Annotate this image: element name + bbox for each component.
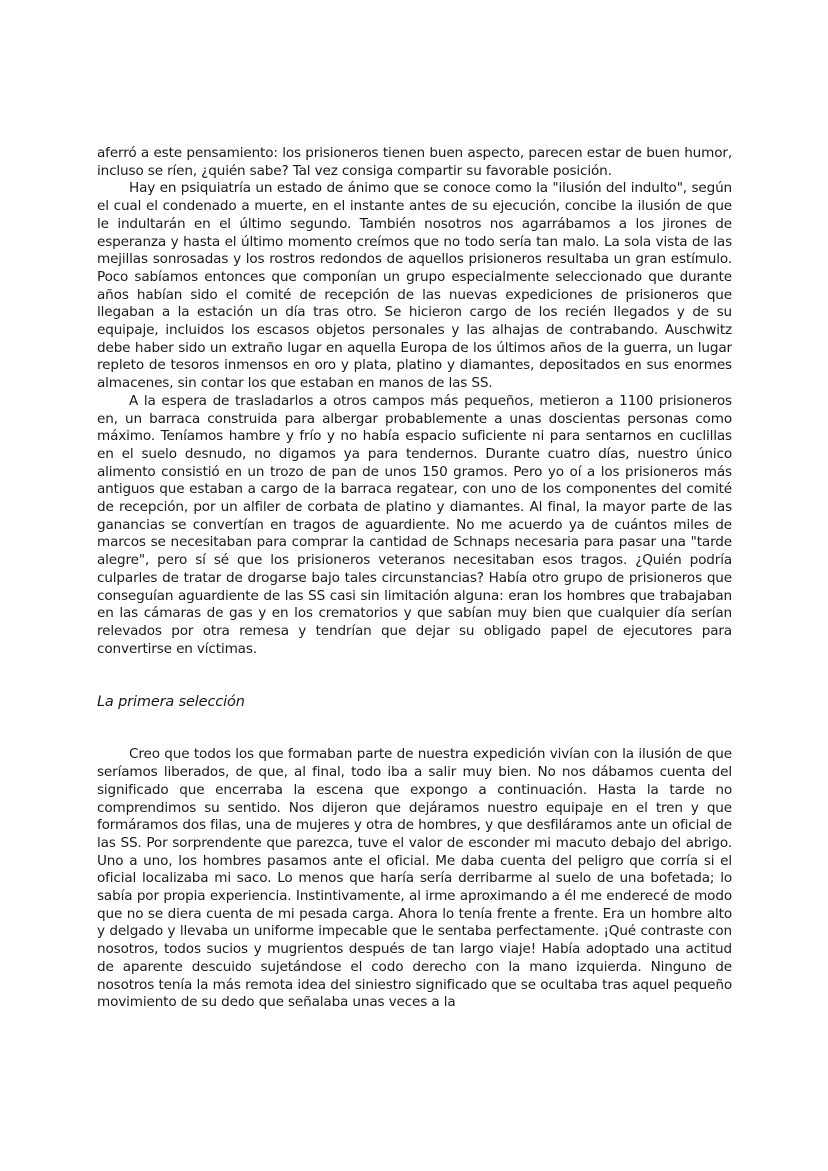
document-page (97, 145, 732, 1012)
section-heading: La primera selección (97, 694, 245, 711)
paragraph-barraca: A la espera de trasladarlos a otros campos más pequeños, metieron a 1100 prisioneros en, un barraca construida para albergar probablemente a unas doscientas personas como máximo. Teníamos hambre y frío y no había espacio suficiente ni para sentarnos en cuclillas en el suelo desnudo, no digamos ya para tendernos. Durante cuatro días, nuestro único alimento consistió en un trozo de pan de unos 150 gramos. Pero yo oí a los prisioneros más antiguos que estaban a cargo de la barraca regatear, con uno de los componentes del comité de recepción, por un alfiler de corbata de platino y diamantes. Al final, la mayor parte de las ganancias se convertían en tragos de aguardiente. No me acuerdo ya de cuántos miles de marcos se necesitaban para comprar la cantidad de Schnaps necesaria para pasar una "tarde alegre", pero sí sé que los prisioneros veteranos necesitaban esos tragos. ¿Quién podría culparles de tratar de drogarse bajo tales circunstancias? Había otro grupo de prisioneros que conseguían aguardiente de las SS casi sin limitación alguna: eran los hombres que trabajaban en las cámaras de gas y en los crematorios y que sabían muy bien que cualquier día serían relevados por otra remesa y tendrían que dejar su obligado papel de ejecutores para convertirse en víctimas. (97, 392, 732, 657)
paragraph-ilusion-indulto: Hay en psiquiatría un estado de ánimo que se conoce como la "ilusión del indulto", según el cual el condenado a muerte, en el instante antes de su ejecución, concibe la ilusión de que le indultarán en el último segundo. También nosotros nos agarrábamos a los jirones de esperanza y hasta el último momento creímos que no todo sería tan malo. La sola vista de las mejillas sonrosadas y los rostros redondos de aquellos prisioneros resultaba un gran estímulo. Poco sabíamos entonces que componían un grupo especialmente seleccionado que durante años habían sido el comité de recepción de las nuevas expediciones de prisioneros que llegaban a la estación un día tras otro. Se hicieron cargo de los recién llegados y de su equipaje, incluidos los escasos objetos personales y las alhajas de contrabando. Auschwitz debe haber sido un extraño lugar en aquella Europa de los últimos años de la guerra, un lugar repleto de tesoros inmensos en oro y plata, platino y diamantes, depositados en sus enormes almacenes, sin contar los que estaban en manos de las SS. (97, 180, 732, 392)
paragraph-continuation: aferró a este pensamiento: los prisioneros tienen buen aspecto, parecen estar de buen humor, incluso se ríen, ¿quién sabe? Tal vez consiga compartir su favorable posición. (97, 145, 732, 179)
paragraph-primera-seleccion: Creo que todos los que formaban parte de nuestra expedición vivían con la ilusión de que seríamos liberados, de que, al final, todo iba a salir muy bien. No nos dábamos cuenta del significado que encerraba la escena que expongo a continuación. Hasta la tarde no comprendimos su sentido. Nos dijeron que dejáramos nuestro equipaje en el tren y que formáramos dos filas, una de mujeres y otra de hombres, y que desfiláramos ante un oficial de las SS. Por sorprendente que parezca, tuve el valor de esconder mi macuto debajo del abrigo. Uno a uno, los hombres pasamos ante el oficial. Me daba cuenta del peligro que corría si el oficial localizaba mi saco. Lo menos que haría sería derribarme al suelo de una bofetada; lo sabía por propia experiencia. Instintivamente, al irme aproximando a él me enderecé de modo que no se diera cuenta de mi pesada carga. Ahora lo tenía frente a frente. Era un hombre alto y delgado y llevaba un uniforme impecable que le sentaba perfectamente. ¡Qué contraste con nosotros, todos sucios y mugrientos después de tan largo viaje! Había adoptado una actitud de aparente descuido sujetándose el codo derecho con la mano izquierda. Ninguno de nosotros tenía la más remota idea del siniestro significado que se ocultaba tras aquel pequeño movimiento de su dedo que señalaba unas veces a la (97, 746, 732, 1011)
